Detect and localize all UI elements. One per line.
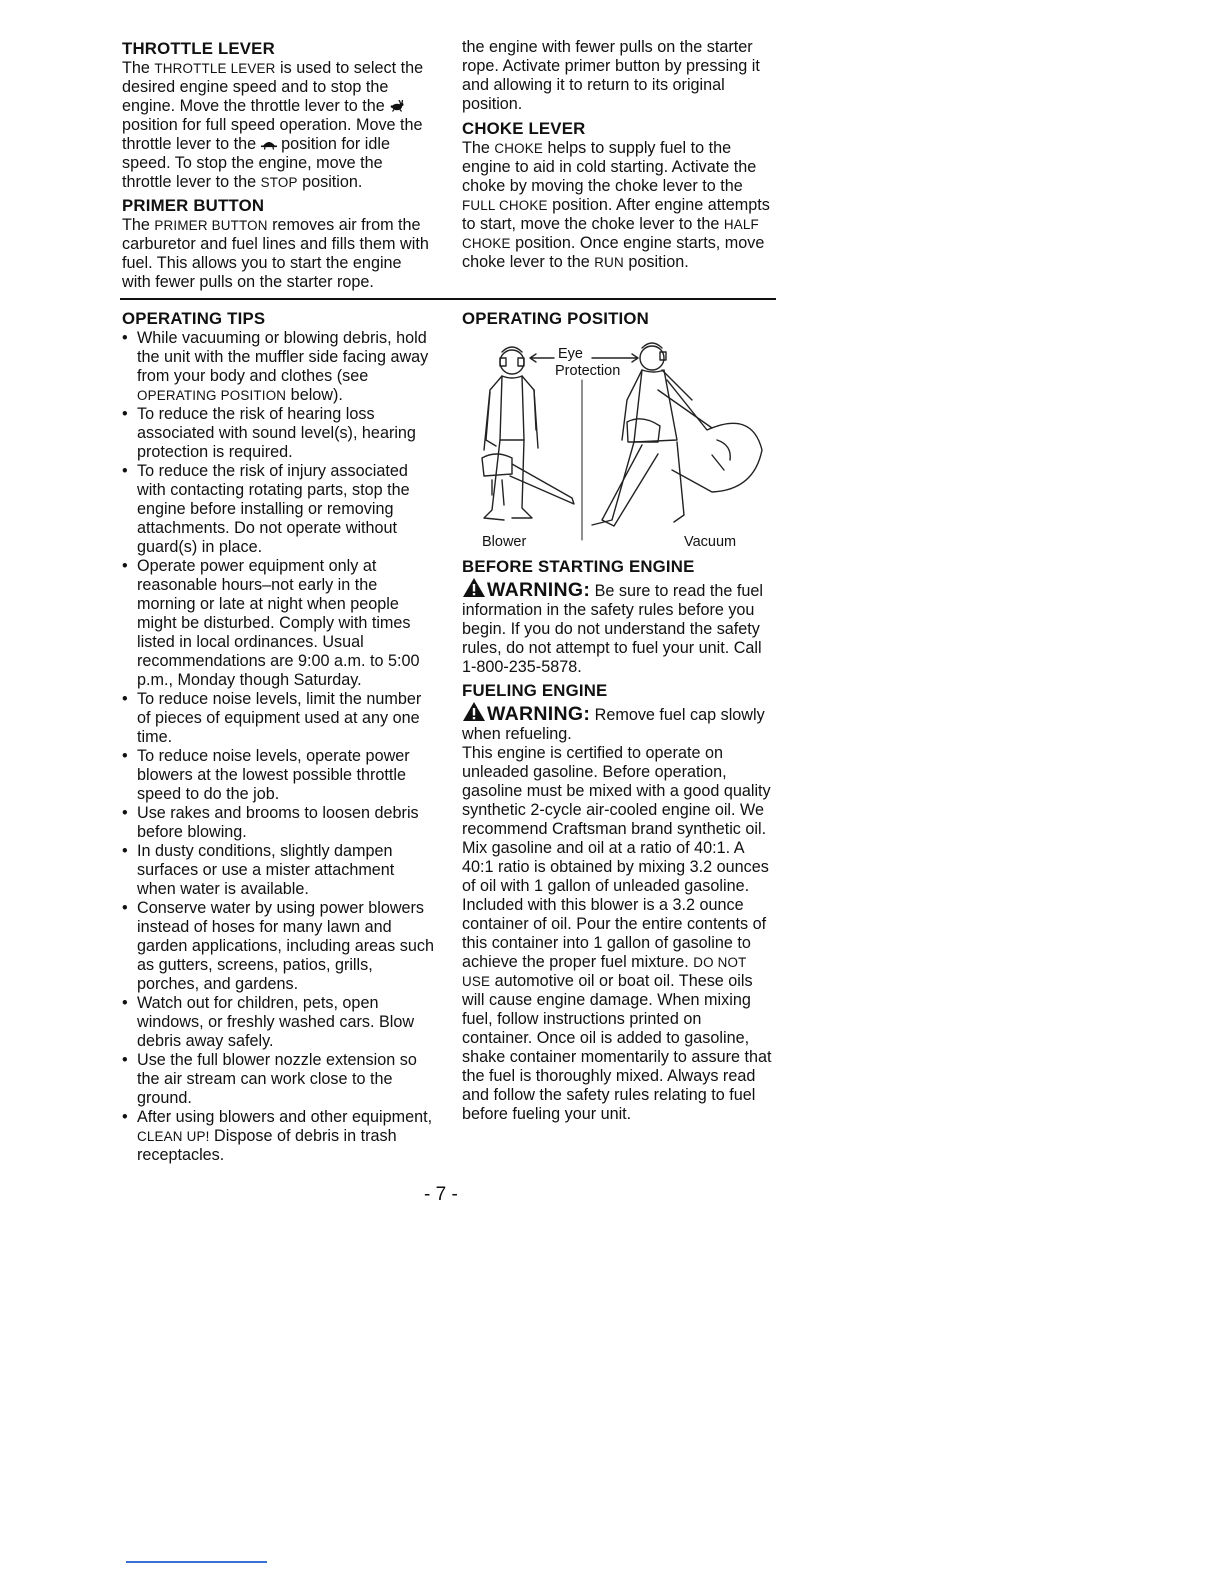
operating-position-heading: OPERATING POSITION <box>462 309 649 328</box>
vacuum-label: Vacuum <box>684 534 737 550</box>
operating-position-heading-wrap <box>462 308 774 329</box>
list-item: • While vacuuming or blowing debris, hold the unit with the muffler side facing away from your body and clothes (see OPERATING POSITION below). <box>122 329 434 405</box>
list-item: • Operate power equipment only at reasonable hours–not early in the morning or late at night when people might be disturbed. Comply with times listed in local ordinances. Usual recommendations are 9:00 a.m. to 5:00 p.m., Monday though Saturday. <box>122 557 434 690</box>
throttle-lever-text: The THROTTLE LEVER is used to select the desired engine speed and to stop the engine. Move the throttle lever to the position for full speed operation. Move the throttle lever to the position for idle speed. To stop the engine, move the throttle lever to the STOP position. <box>122 59 424 191</box>
section-divider <box>120 298 776 300</box>
right-top-column <box>462 38 774 272</box>
choke-lever-text: The CHOKE helps to supply fuel to the engine to aid in cold starting. Activate the choke by moving the choke lever to the FULL CHOKE position. After engine attempts to start, move the choke lever to the HALF CHOKE position. Once engine starts, move choke lever to the RUN position. <box>462 139 770 271</box>
primer-continuation <box>462 38 774 114</box>
list-item: • To reduce the risk of injury associated with contacting rotating parts, stop the engine before installing or removing attachments. Do not operate without guard(s) in place. <box>122 462 434 557</box>
list-item: • Use the full blower nozzle extension so the air stream can work close to the ground. <box>122 1051 434 1108</box>
fueling-warning: WARNING: Remove fuel cap slowly when refueling. <box>462 703 765 743</box>
list-item: • After using blowers and other equipment, CLEAN UP! Dispose of debris in trash receptacles. <box>122 1108 434 1165</box>
protection-label: Protection <box>555 363 621 379</box>
operating-position-figure <box>462 330 772 550</box>
fueling-body: This engine is certified to operate on unleaded gasoline. Before operation, gasoline must be mixed with a good quality synthetic 2-cycle air-cooled engine oil. We recommend Craftsman brand synthetic oil. Mix gasoline and oil at a ratio of 40:1. A 40:1 ratio is obtained by mixing 3.2 ounces of oil with 1 gallon of unleaded gasoline. Included with this blower is a 3.2 ounce container of oil. Pour the entire contents of this container into 1 gallon of gasoline to achieve the proper fuel mixture. DO NOT USE automotive oil or boat oil. These oils will cause engine damage. When mixing fuel, follow instructions printed on container. Once oil is added to gasoline, shake container momentarily to assure that the fuel is thoroughly mixed. Always read and follow the safety rules relating to fuel before fueling your unit. <box>462 744 772 1123</box>
rabbit-icon <box>389 100 405 112</box>
page-number: - 7 - <box>424 1184 458 1205</box>
right-bottom-column <box>462 556 774 1124</box>
primer-button-text: The PRIMER BUTTON removes air from the carburetor and fuel lines and fills them with fuel. This allows you to start the engine with fewer pulls on the starter rope. <box>122 216 429 291</box>
before-starting-heading: BEFORE STARTING ENGINE <box>462 557 695 576</box>
operating-tips-heading: OPERATING TIPS <box>122 309 266 328</box>
footer-line <box>126 1561 267 1563</box>
choke-lever-heading: CHOKE LEVER <box>462 119 586 138</box>
throttle-lever-heading: THROTTLE LEVER <box>122 39 275 58</box>
operating-tips-list <box>122 329 434 1165</box>
operating-tips-column <box>122 308 434 1165</box>
list-item: • In dusty conditions, slightly dampen surfaces or use a mister attachment when water is available. <box>122 842 434 899</box>
left-top-column <box>122 38 434 293</box>
eye-label: Eye <box>558 346 583 362</box>
list-item: • Use rakes and brooms to loosen debris before blowing. <box>122 804 434 842</box>
warning-triangle-icon <box>462 701 486 722</box>
turtle-icon <box>261 138 277 150</box>
list-item: • To reduce noise levels, operate power blowers at the lowest possible throttle speed to do the job. <box>122 747 434 804</box>
list-item: • Watch out for children, pets, open windows, or freshly washed cars. Blow debris away safely. <box>122 994 434 1051</box>
list-item: • Conserve water by using power blowers instead of hoses for many lawn and garden applications, including areas such as gutters, screens, patios, grills, porches, and gardens. <box>122 899 434 994</box>
warning-triangle-icon <box>462 577 486 598</box>
fueling-engine-heading: FUELING ENGINE <box>462 681 608 700</box>
list-item: • To reduce noise levels, limit the number of pieces of equipment used at any one time. <box>122 690 434 747</box>
primer-button-heading: PRIMER BUTTON <box>122 196 265 215</box>
primer-continuation-text: the engine with fewer pulls on the starter rope. Activate primer button by pressing it and allowing it to return to its original position. <box>462 38 760 113</box>
blower-label: Blower <box>482 534 527 550</box>
list-item: • To reduce the risk of hearing loss associated with sound level(s), hearing protection is required. <box>122 405 434 462</box>
before-starting-warning: WARNING: Be sure to read the fuel information in the safety rules before you begin. If you do not understand the safety rules, do not attempt to fuel your unit. Call 1-800-235-5878. <box>462 579 763 676</box>
